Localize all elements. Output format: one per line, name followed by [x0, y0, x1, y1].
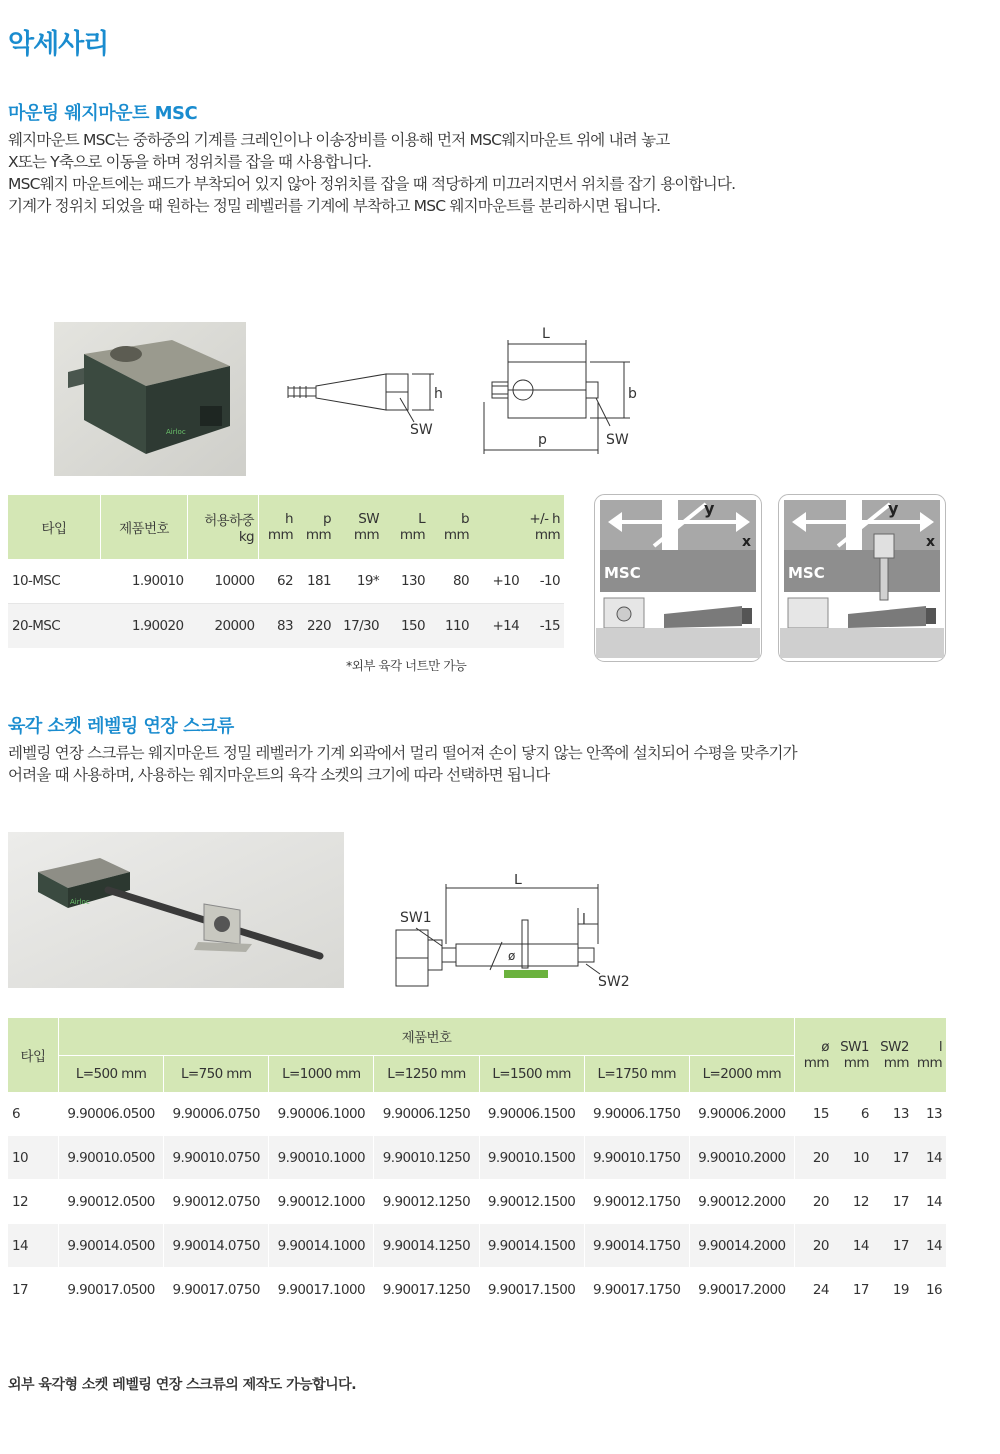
dim-label-p: p — [538, 432, 547, 448]
cell-minus: -15 — [523, 604, 564, 649]
cell-p: 181 — [297, 559, 335, 604]
dim-label-b: b — [628, 386, 637, 402]
col-sw2 — [873, 1018, 913, 1092]
header-unit: kg — [238, 529, 254, 545]
col-dia — [794, 1018, 833, 1092]
cell-l: 130 — [383, 559, 429, 604]
header-text: h — [285, 511, 293, 527]
col-type — [8, 495, 101, 559]
table-header-row — [8, 495, 564, 559]
col-sw1 — [833, 1018, 873, 1092]
cell-sw: 19* — [335, 559, 383, 604]
cell-sw2: 19 — [873, 1268, 913, 1312]
table-row — [8, 1136, 946, 1180]
cell-part-number: 9.90012.1000 — [269, 1180, 374, 1224]
cell-part-number: 9.90010.1750 — [584, 1136, 689, 1180]
cell-load: 20000 — [188, 604, 259, 649]
col-load — [188, 495, 259, 559]
cell-plus: +14 — [473, 604, 523, 649]
page-title: 악세사리 — [8, 29, 109, 60]
header-unit: mm — [305, 527, 331, 543]
table-row — [8, 1224, 946, 1268]
dim-label-sw: SW — [606, 432, 629, 448]
table-row — [8, 1268, 946, 1312]
header-text: +/- h — [529, 511, 560, 527]
header-unit: mm — [534, 527, 560, 543]
section1-heading: 마운팅 웨지마운트 MSC — [8, 103, 198, 124]
msc-usage-illustration-a — [594, 494, 762, 662]
col-length: L=1250 mm — [374, 1055, 479, 1092]
cell-i: 14 — [913, 1224, 946, 1268]
cell-dia: 20 — [794, 1224, 833, 1268]
cell-part-number: 9.90010.1500 — [479, 1136, 584, 1180]
cell-part-number: 9.90014.0750 — [164, 1224, 269, 1268]
section1-line: X또는 Y축으로 이동을 하며 정위치를 잡을 때 사용합니다. — [8, 153, 372, 171]
cell-type: 10 — [8, 1136, 59, 1180]
header-text: SW2 — [880, 1039, 909, 1055]
table-row — [8, 1180, 946, 1224]
table-footnote: *외부 육각 너트만 가능 — [346, 658, 467, 673]
col-h — [259, 495, 298, 559]
col-l — [383, 495, 429, 559]
cell-part-number: 9.90010.1250 — [374, 1136, 479, 1180]
brand-mark: Airloc — [166, 428, 186, 436]
cell-h: 83 — [259, 604, 298, 649]
cell-part-number: 9.90014.1500 — [479, 1224, 584, 1268]
cell-part-number: 9.90012.0750 — [164, 1180, 269, 1224]
cell-type: 20-MSC — [8, 604, 101, 649]
cell-part-number: 9.90012.1500 — [479, 1180, 584, 1224]
cell-part-number: 9.90006.1500 — [479, 1092, 584, 1136]
wedge-mount-top-drawing — [478, 322, 648, 458]
section2-description — [8, 742, 797, 786]
cell-type: 10-MSC — [8, 559, 101, 604]
header-text: 타입 — [41, 521, 67, 537]
dim-label-l: L — [542, 326, 550, 342]
cell-part-number: 9.90017.1750 — [584, 1268, 689, 1312]
axis-label-x: x — [926, 534, 936, 550]
cell-dia: 15 — [794, 1092, 833, 1136]
cell-l: 150 — [383, 604, 429, 649]
dim-label-sw2: SW2 — [598, 974, 630, 990]
cell-sw1: 6 — [833, 1092, 873, 1136]
header-unit: mm — [399, 527, 425, 543]
cell-sw1: 14 — [833, 1224, 873, 1268]
cell-dia: 24 — [794, 1268, 833, 1312]
col-sw — [335, 495, 383, 559]
header-text: 제품번호 — [119, 521, 169, 537]
section1-description — [8, 129, 735, 217]
cell-part-number: 9.90010.1000 — [269, 1136, 374, 1180]
col-adjust — [473, 495, 564, 559]
axis-label-y: y — [888, 499, 899, 518]
cell-part-number: 9.90014.1750 — [584, 1224, 689, 1268]
dim-label-l: L — [514, 874, 522, 888]
cell-sw2: 17 — [873, 1224, 913, 1268]
cell-b: 80 — [429, 559, 473, 604]
cell-minus: -10 — [523, 559, 564, 604]
cell-type: 12 — [8, 1180, 59, 1224]
table-row — [8, 1092, 946, 1136]
wedge-mount-photo — [54, 322, 246, 476]
cell-i: 13 — [913, 1092, 946, 1136]
cell-part-number: 9.90006.2000 — [689, 1092, 794, 1136]
cell-part-number: 9.90012.0500 — [59, 1180, 164, 1224]
cell-p: 220 — [297, 604, 335, 649]
cell-part-number: 9.90014.2000 — [689, 1224, 794, 1268]
msc-label: MSC — [604, 564, 641, 582]
col-length: L=750 mm — [164, 1055, 269, 1092]
col-group-part-numbers: 제품번호 — [59, 1018, 795, 1055]
cell-plus: +10 — [473, 559, 523, 604]
header-unit: mm — [267, 527, 293, 543]
dim-label-i: l — [582, 912, 586, 928]
cell-sw: 17/30 — [335, 604, 383, 649]
col-length: L=2000 mm — [689, 1055, 794, 1092]
cell-sw2: 13 — [873, 1092, 913, 1136]
header-unit: mm — [443, 527, 469, 543]
cell-part-number: 9.90006.1000 — [269, 1092, 374, 1136]
cell-dia: 20 — [794, 1180, 833, 1224]
header-unit: mm — [883, 1055, 909, 1071]
table-row — [8, 604, 564, 649]
header-text: SW1 — [840, 1039, 869, 1055]
cell-part-number: 9.90006.1250 — [374, 1092, 479, 1136]
extension-screw-table — [8, 1018, 946, 1312]
axis-label-y: y — [704, 499, 715, 518]
col-p — [297, 495, 335, 559]
cell-part-number: 9.90017.0500 — [59, 1268, 164, 1312]
col-part-number — [101, 495, 188, 559]
cell-part-number: 9.90010.0750 — [164, 1136, 269, 1180]
table-row — [8, 559, 564, 604]
section1-line: 기계가 정위치 되었을 때 원하는 정밀 레벨러를 기계에 부착하고 MSC 웨지마운트를 분리하시면 됩니다. — [8, 197, 661, 215]
cell-sw1: 12 — [833, 1180, 873, 1224]
cell-h: 62 — [259, 559, 298, 604]
col-b — [429, 495, 473, 559]
cell-part-number: 9.90010.2000 — [689, 1136, 794, 1180]
table-body — [8, 1092, 946, 1312]
header-text: ø — [821, 1039, 829, 1055]
axis-label-x: x — [742, 534, 752, 550]
cell-b: 110 — [429, 604, 473, 649]
header-text: p — [323, 511, 331, 527]
cell-i: 14 — [913, 1180, 946, 1224]
cell-part-number: 9.90012.1750 — [584, 1180, 689, 1224]
section1-line: 웨지마운트 MSC는 중하중의 기계를 크레인이나 이송장비를 이용해 먼저 MSC웨지마운트 위에 내려 놓고 — [8, 131, 670, 149]
cell-type: 6 — [8, 1092, 59, 1136]
extension-screw-drawing — [390, 874, 636, 992]
table-header-row — [8, 1018, 946, 1055]
cell-part-number: 9.90017.2000 — [689, 1268, 794, 1312]
extension-screw-photo — [8, 832, 344, 988]
brand-mark: Airloc — [70, 898, 90, 906]
cell-part-number: 9.90012.2000 — [689, 1180, 794, 1224]
cell-part-number: 9.90014.1250 — [374, 1224, 479, 1268]
cell-part-number: 9.90017.1250 — [374, 1268, 479, 1312]
col-length: L=1000 mm — [269, 1055, 374, 1092]
col-length: L=1500 mm — [479, 1055, 584, 1092]
header-unit: mm — [916, 1055, 942, 1071]
col-length: L=500 mm — [59, 1055, 164, 1092]
header-text: SW — [358, 511, 379, 527]
col-i — [913, 1018, 946, 1092]
header-unit: mm — [353, 527, 379, 543]
cell-part-number: 1.90020 — [101, 604, 188, 649]
header-text: 허용하중 — [204, 513, 254, 529]
msc-usage-illustration-b — [778, 494, 946, 662]
msc-spec-table — [8, 495, 564, 648]
section2-line: 레벨링 연장 스크류는 웨지마운트 정밀 레벨러가 기계 외곽에서 멀리 떨어져 손이 닿지 않는 안쪽에 설치되어 수평을 맞추기가 — [8, 744, 797, 762]
msc-label: MSC — [788, 564, 825, 582]
cell-part-number: 9.90006.1750 — [584, 1092, 689, 1136]
cell-dia: 20 — [794, 1136, 833, 1180]
cell-part-number: 9.90017.1500 — [479, 1268, 584, 1312]
header-text: L — [418, 511, 425, 527]
header-text: l — [938, 1039, 942, 1055]
cell-part-number: 1.90010 — [101, 559, 188, 604]
cell-part-number: 9.90010.0500 — [59, 1136, 164, 1180]
cell-sw2: 17 — [873, 1180, 913, 1224]
wedge-mount-side-drawing — [282, 360, 452, 442]
section1-line: MSC웨지 마운트에는 패드가 부착되어 있지 않아 정위치를 잡을 때 적당하게 미끄러지면서 위치를 잡기 용이합니다. — [8, 175, 736, 193]
cell-load: 10000 — [188, 559, 259, 604]
cell-sw2: 17 — [873, 1136, 913, 1180]
cell-part-number: 9.90014.1000 — [269, 1224, 374, 1268]
cell-type: 14 — [8, 1224, 59, 1268]
cell-part-number: 9.90017.0750 — [164, 1268, 269, 1312]
section2-heading: 육각 소켓 레벨링 연장 스크류 — [8, 716, 234, 737]
cell-i: 16 — [913, 1268, 946, 1312]
col-length: L=1750 mm — [584, 1055, 689, 1092]
cell-part-number: 9.90012.1250 — [374, 1180, 479, 1224]
cell-sw1: 10 — [833, 1136, 873, 1180]
cell-part-number: 9.90006.0500 — [59, 1092, 164, 1136]
dim-label-sw: SW — [410, 422, 433, 438]
header-text: b — [461, 511, 469, 527]
section2-line: 어려울 때 사용하며, 사용하는 웨지마운트의 육각 소켓의 크기에 따라 선택하면 됩니다 — [8, 766, 550, 784]
cell-part-number: 9.90017.1000 — [269, 1268, 374, 1312]
footer-note: 외부 육각형 소켓 레벨링 연장 스크류의 제작도 가능합니다. — [8, 1377, 357, 1393]
cell-part-number: 9.90014.0500 — [59, 1224, 164, 1268]
col-type: 타입 — [8, 1018, 59, 1092]
cell-i: 14 — [913, 1136, 946, 1180]
header-unit: mm — [803, 1055, 829, 1071]
dim-label-sw1: SW1 — [400, 910, 432, 926]
cell-type: 17 — [8, 1268, 59, 1312]
cell-sw1: 17 — [833, 1268, 873, 1312]
dim-label-h: h — [434, 386, 443, 402]
header-unit: mm — [843, 1055, 869, 1071]
cell-part-number: 9.90006.0750 — [164, 1092, 269, 1136]
dim-label-dia: ø — [508, 949, 516, 963]
